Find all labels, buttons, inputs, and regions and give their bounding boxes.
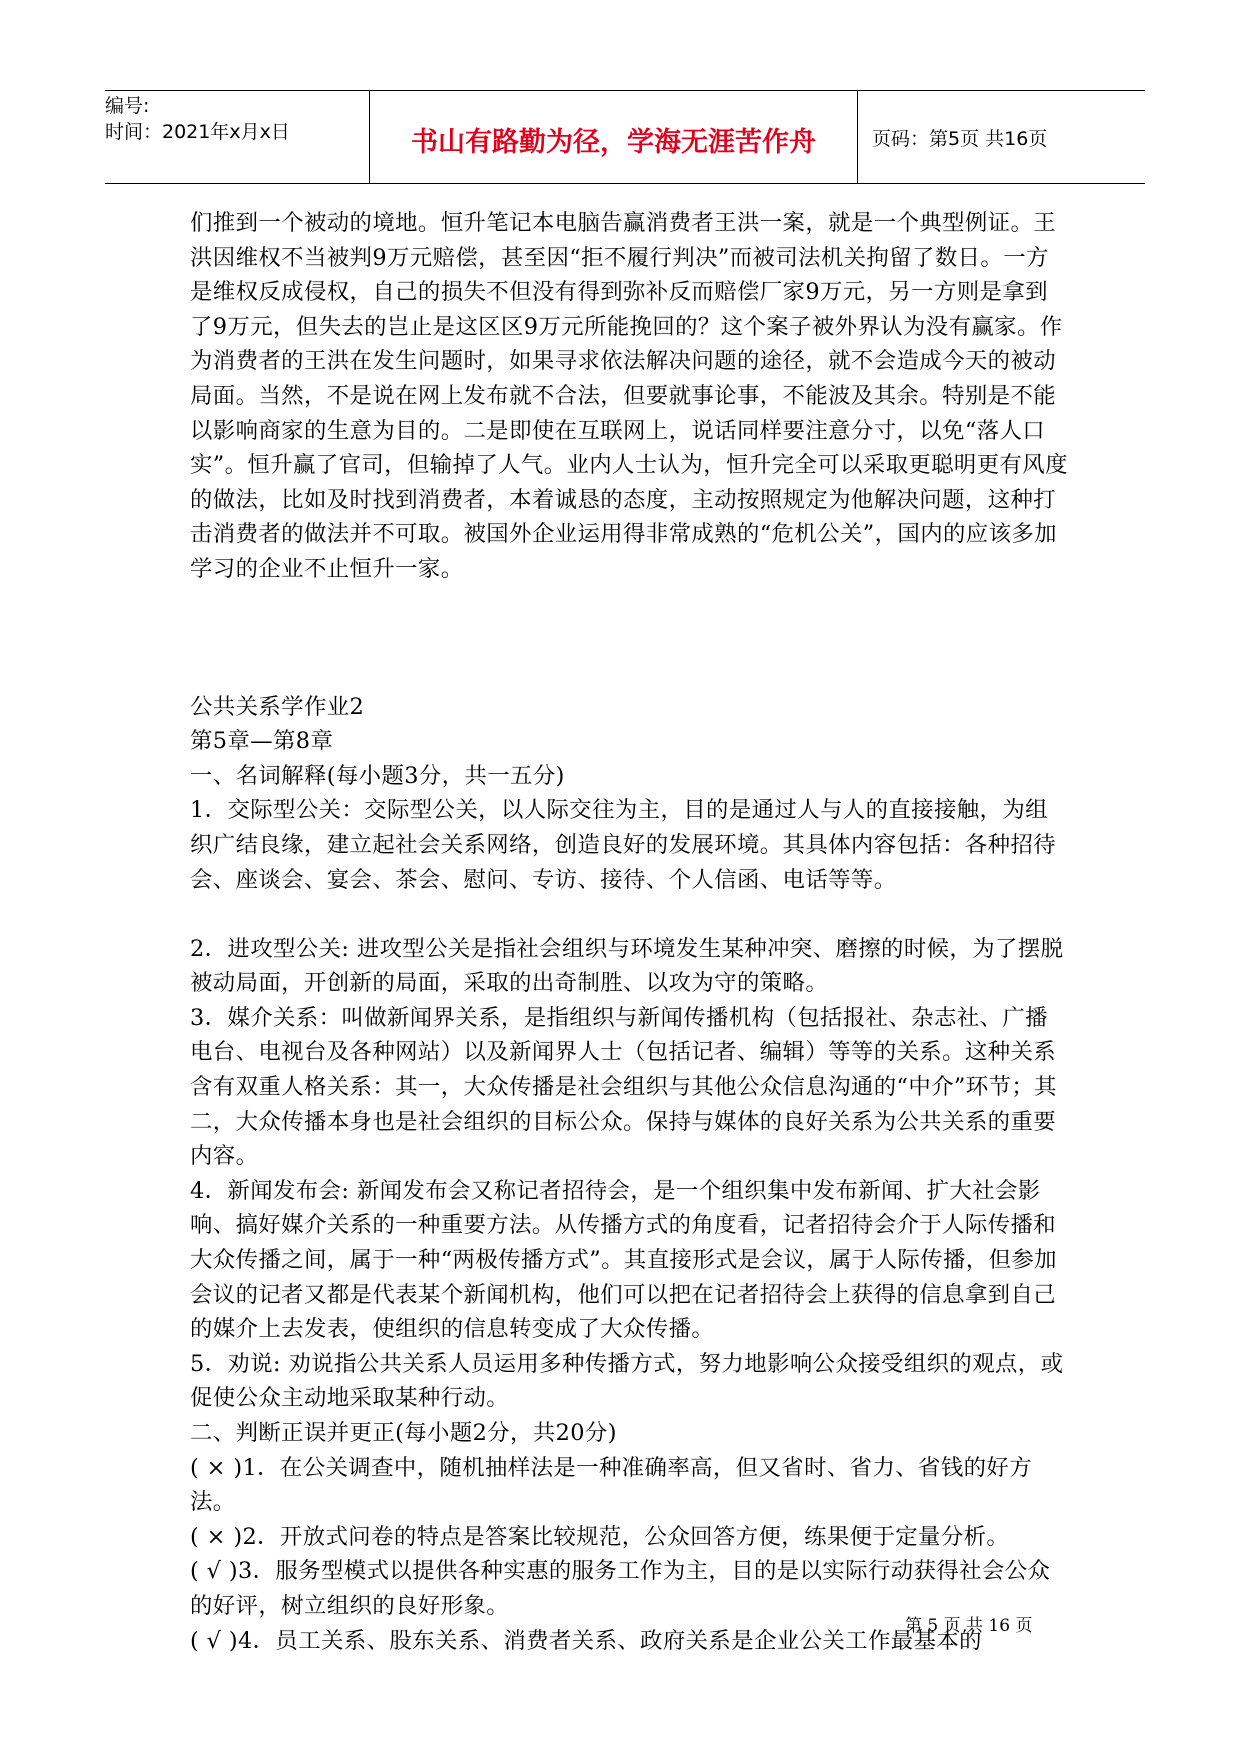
page-footer: 第 5 页 共 16 页 — [905, 1616, 1033, 1636]
continued-paragraph: 们推到一个被动的境地。恒升笔记本电脑告赢消费者王洪一案，就是一个典型例证。王洪因维权不当被判9万元赔偿，甚至因“拒不履行判决”而被司法机关拘留了数日。一方是维权反成侵权，自己的损失不但没有得到弥补反而赔偿厂家9万元，另一方则是拿到了9万元，但失去的岂止是这区区9万元所能挽回的？这个案子被外界认为没有赢家。作为消费者的王洪在发生问题时，如果寻求依法解决问题的途径，就不会造成今天的被动局面。当然，不是说在网上发布就不合法，但要就事论事，不能波及其余。特别是不能以影响商家的生意为目的。二是即使在互联网上，说话同样要注意分寸，以免“落人口实”。恒升赢了官司，但输掉了人气。业内人士认为，恒升完全可以采取更聪明更有风度的做法，比如及时找到消费者，本着诚恳的态度，主动按照规定为他解决问题，这种打击消费者的做法并不可取。被国外企业运用得非常成熟的“危机公关”，国内的应该多加学习的企业不止恒升一家。 — [190, 210, 1068, 582]
document-number-label: 编号: — [105, 95, 150, 117]
page-header — [105, 90, 1145, 184]
section-heading: 二、判断正误并更正(每小题2分，共20分) — [190, 1420, 617, 1446]
term-definition: 1．交际型公关：交际型公关，以人际交往为主，目的是通过人与人的直接接触，为组织广结良缘，建立起社会关系网络，创造良好的发展环境。其具体内容包括：各种招待会、座谈会、宴会、茶会、慰问、专访、接待、个人信函、电话等等。 — [190, 797, 1057, 893]
chapter-range: 第5章—第8章 — [190, 728, 334, 755]
judgment-item: ( √ )4．员工关系、股东关系、消费者关系、政府关系是企业公关工作最基本的 — [190, 1627, 982, 1654]
section-heading: 一、名词解释(每小题3分，共一五分) — [190, 762, 565, 789]
document-time-label: 时间：2021年x月x日 — [105, 121, 290, 143]
term-definition: 5．劝说: 劝说指公共关系人员运用多种传播方式，努力地影响公众接受组织的观点，或促使公众主动地采取某种行动。 — [190, 1350, 1064, 1412]
document-body — [190, 206, 1070, 1658]
term-definition: 3．媒介关系：叫做新闻界关系，是指组织与新闻传播机构（包括报社、杂志社、广播电台、电视台及各种网站）以及新闻界人士（包括记者、编辑）等等的关系。这种关系含有双重人格关系：其一，大众传播是社会组织与其他公众信息沟通的“中介”环节；其二，大众传播本身也是社会组织的目标公众。保持与媒体的良好关系为公共关系的重要内容。 — [190, 1004, 1057, 1170]
term-definition: 4．新闻发布会: 新闻发布会又称记者招待会，是一个组织集中发布新闻、扩大社会影响、搞好媒介关系的一种重要方法。从传播方式的角度看，记者招待会介于人际传播和大众传播之间，属于一种“两极传播方式”。其直接形式是会议，属于人际传播，但参加会议的记者又都是代表某个新闻机构，他们可以把在记者招待会上获得的信息拿到自己的媒介上去发表，使组织的信息转变成了大众传播。 — [190, 1177, 1057, 1343]
judgment-item: ( × )1．在公关调查中，随机抽样法是一种准确率高，但又省时、省力、省钱的好方法。 — [190, 1454, 1032, 1516]
judgment-item: ( √ )3．服务型模式以提供各种实惠的服务工作为主，目的是以实际行动获得社会公众的好评，树立组织的良好形象。 — [190, 1558, 1051, 1619]
header-page-cell — [858, 91, 1145, 183]
header-motto: 书山有路勤为径，学海无涯苦作舟 — [411, 127, 816, 158]
term-definition: 2．进攻型公关: 进攻型公关是指社会组织与环境发生某种冲突、磨擦的时候，为了摆脱被动局面，开创新的局面，采取的出奇制胜、以攻为守的策略。 — [190, 935, 1064, 997]
header-page-label: 页码：第5页 共16页 — [872, 128, 1048, 150]
header-motto-cell — [370, 91, 858, 183]
judgment-item: ( × )2．开放式问卷的特点是答案比较规范，公众回答方便，练果便于定量分析。 — [190, 1523, 1010, 1550]
header-info-cell — [105, 91, 370, 183]
assignment-title: 公共关系学作业2 — [190, 693, 365, 720]
